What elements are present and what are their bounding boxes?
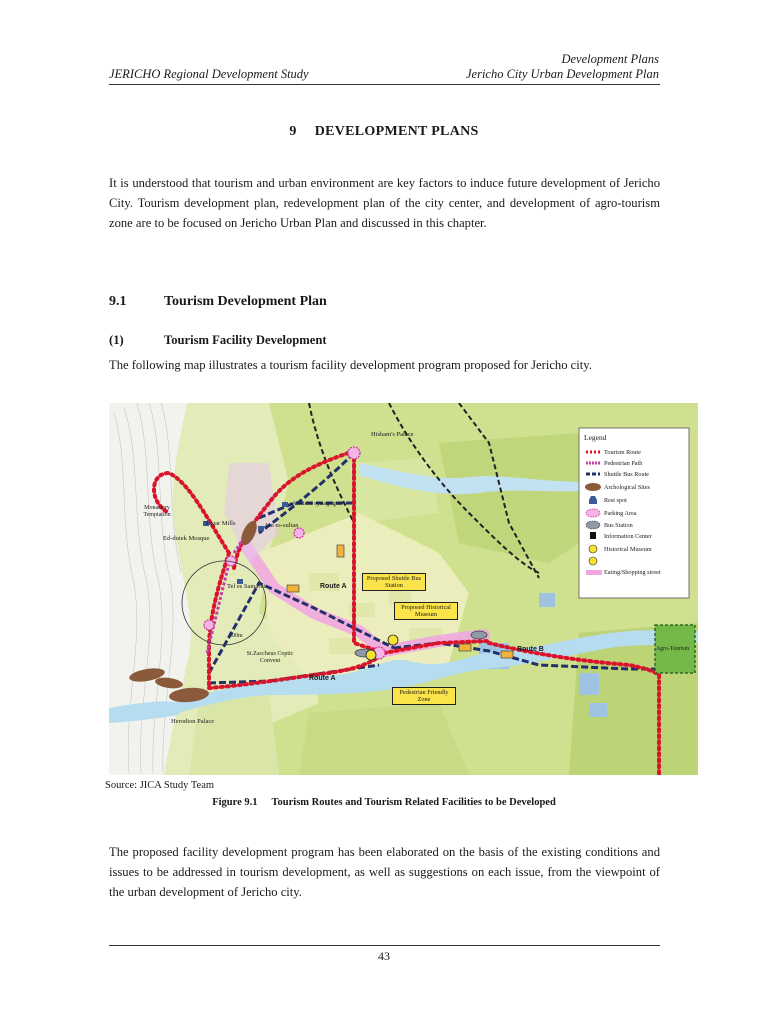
- header-study-title: JERICHO Regional Development Study: [109, 67, 309, 81]
- label-pedestrian-zone: Pedestrian Friendly Zone: [392, 687, 456, 705]
- footer-rule: [109, 945, 660, 946]
- label-hishams-palace: Hisham's Palace: [371, 431, 414, 438]
- label-agro-tourism: Agro-Tourism: [656, 646, 690, 652]
- label-route-b: Route B: [517, 646, 544, 653]
- label-herodion-palace: Herodion Palace: [171, 718, 215, 725]
- label-route-a-north: Route A: [320, 583, 347, 590]
- label-historical-museum: Proposed Historical Museum: [394, 602, 458, 620]
- closing-paragraph: The proposed facility development program has been elaborated on the basis of the existing conditions and issues to be addressed in tourism development, as well as suggestions on each issue, from the viewpoint of the urban development of Jericho city.: [109, 845, 660, 899]
- chapter-number: 9: [289, 124, 297, 139]
- label-st-zaccheus: St.Zaccheus Coptic Convent: [246, 651, 294, 664]
- label-monastery: Monastery Temptation: [143, 505, 171, 518]
- figure-source: Source: JICA Study Team: [105, 780, 215, 791]
- label-scale: 500m: [229, 633, 243, 639]
- label-sugar-mills: Sugar Mills: [205, 520, 236, 527]
- label-ed-duiek-mosque: Ed-duiek Mosque: [163, 535, 210, 542]
- legend-item-pedestrian-path: Pedestrian Path: [604, 460, 643, 467]
- section-title: Tourism Development Plan: [164, 294, 327, 309]
- legend-item-historical-museum: Historical Museum: [604, 546, 652, 553]
- map-intro-text: The following map illustrates a tourism facility development program proposed for Jericho city.: [109, 358, 592, 372]
- legend-item-shuttle-bus-route: Shuttle Bus Route: [604, 471, 650, 478]
- legend-item-rest-spot: Rest spot: [604, 497, 627, 504]
- header-chapter-name: Development Plans: [561, 52, 659, 66]
- legend-item-parking-area: Parking Area: [604, 510, 637, 517]
- legend-item-information-center: Information Center: [604, 533, 652, 540]
- header-rule: [109, 84, 660, 85]
- label-ain-es-sultan: Ain es-sultan: [264, 522, 299, 529]
- chapter-heading: [0, 124, 768, 140]
- subsection-title: Tourism Facility Development: [164, 333, 327, 347]
- subsection-number: (1): [109, 333, 124, 347]
- chapter-title: DEVELOPMENT PLANS: [314, 124, 479, 139]
- figure-number: Figure 9.1: [212, 797, 258, 808]
- tourism-map: [109, 403, 698, 775]
- figure-caption: [0, 797, 768, 808]
- legend-item-eating-shopping: Eating/Shopping street: [604, 569, 661, 576]
- figure-caption-text: Tourism Routes and Tourism Related Facilities to be Developed: [271, 797, 556, 808]
- label-route-a-south: Route A: [309, 675, 336, 682]
- page-number: 43: [378, 949, 390, 963]
- section-number: 9.1: [109, 294, 127, 309]
- intro-paragraph: It is understood that tourism and urban environment are key factors to induce future development of Jericho City. Tourism development plan, redevelopment plan of the city center, and development of agro-tourism zone are to be focused on Jericho Urban Plan and discussed in this chapter.: [109, 176, 660, 230]
- legend-item-archological-sites: Archological Sites: [604, 484, 650, 491]
- legend-title: Legend: [584, 433, 607, 442]
- legend-item-tourism-route: Tourism Route: [604, 449, 641, 456]
- header-plan-title: Jericho City Urban Development Plan: [465, 67, 659, 81]
- legend-item-bus-station: Bus Station: [604, 522, 633, 529]
- label-ancient-synagogue: Ancient synagogue: [292, 500, 343, 507]
- label-shuttle-bus-station: Proposed Shuttle Bus Station: [362, 573, 426, 591]
- label-tel-es-samarat: Tel es Samarat: [227, 583, 266, 590]
